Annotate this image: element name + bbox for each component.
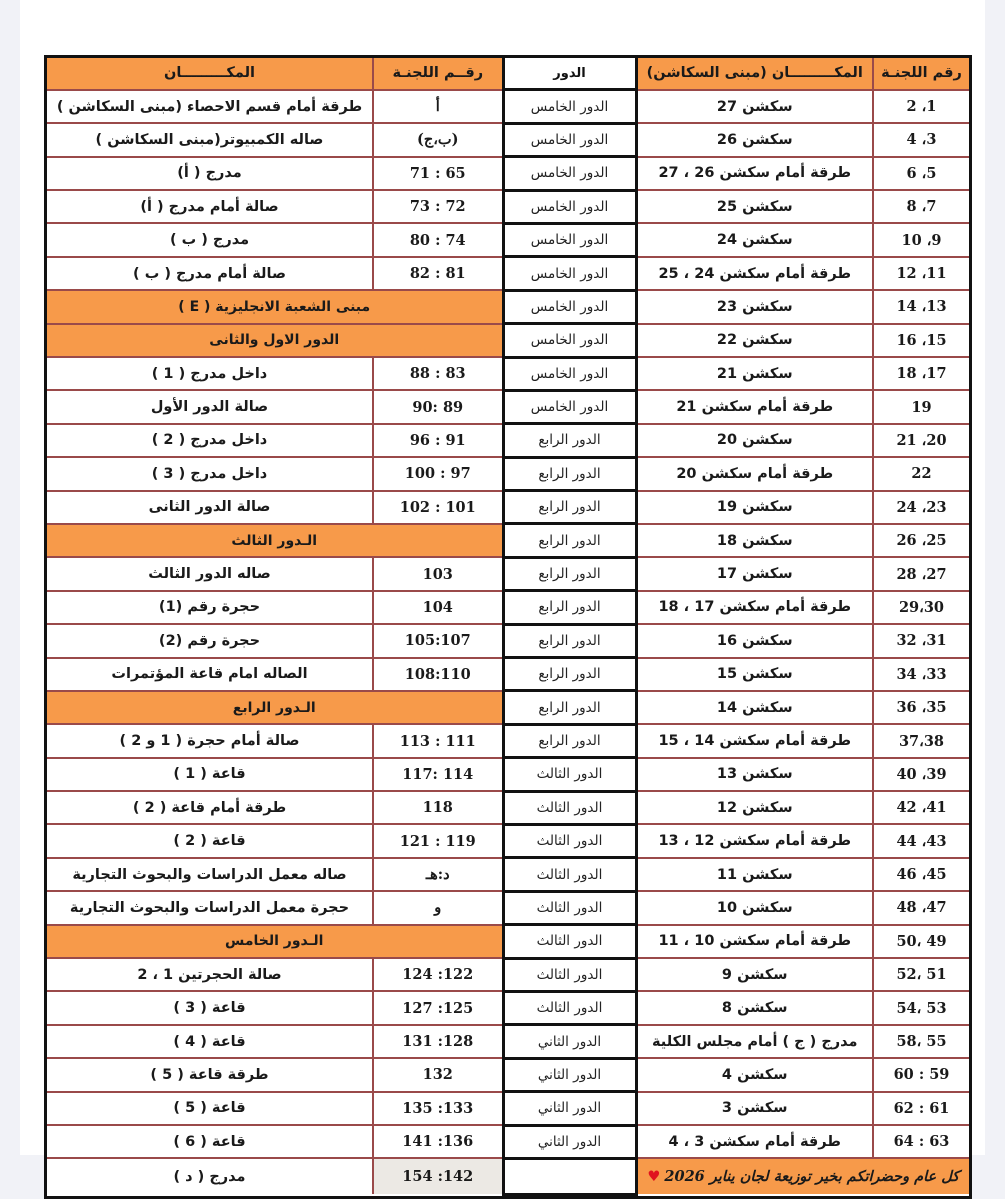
table-row [47,557,969,590]
table-row [47,858,969,891]
left-place-cell: قاعة ( 2 ) [47,824,373,857]
left-committee-cell: 74 : 80 [373,223,503,256]
left-place-cell: طرقة قاعة ( 5 ) [47,1058,373,1091]
right-committee-cell: 1، 2 [873,90,969,123]
left-committee-cell: 105:107 [373,624,503,657]
right-committee-cell: 5، 6 [873,157,969,190]
right-place-cell: سكشن 11 [636,858,873,891]
floor-cell: الدور الثالث [503,858,636,891]
right-place-cell: سكشن 14 [636,691,873,724]
header-left-committee: رقــم اللجنـة [373,58,503,90]
left-committee-cell: د:هـ [373,858,503,891]
left-committee-cell: 118 [373,791,503,824]
right-committee-cell: 33، 34 [873,658,969,691]
left-committee-cell: 142: 154 [373,1158,503,1194]
left-committee-cell: 65 : 71 [373,157,503,190]
table-row [47,257,969,290]
floor-cell: الدور الخامس [503,190,636,223]
right-committee-cell: 17، 18 [873,357,969,390]
footer-greeting-text: كل عام وحضراتكم بخير توزيعة لجان يناير 2026 [664,1168,960,1186]
left-committee-cell: 136: 141 [373,1125,503,1158]
right-place-cell: سكشن 15 [636,658,873,691]
table-row [47,1025,969,1058]
right-place-cell: سكشن 23 [636,290,873,323]
left-committee-cell: 111 : 113 [373,724,503,757]
table-row [47,658,969,691]
section-heading: الـدور الخامس [47,925,503,958]
floor-cell: الدور الثالث [503,925,636,958]
table-row [47,824,969,857]
floor-cell: الدور الثالث [503,824,636,857]
left-place-cell: صالة الحجرتين 1 ، 2 [47,958,373,991]
left-place-cell: صالة أمام مدرج ( أ) [47,190,373,223]
floor-cell: الدور الخامس [503,357,636,390]
right-committee-cell: 15، 16 [873,324,969,357]
left-committee-cell: 125: 127 [373,991,503,1024]
right-place-cell: طرقة أمام سكشن 14 ، 15 [636,724,873,757]
right-committee-cell: 43، 44 [873,824,969,857]
left-place-cell: حجرة رقم (1) [47,591,373,624]
right-place-cell: طرقة أمام سكشن 21 [636,390,873,423]
header-floor: الدور [503,58,636,90]
left-committee-cell: 81 : 82 [373,257,503,290]
left-place-cell: داخل مدرج ( 1 ) [47,357,373,390]
left-committee-cell: 101 : 102 [373,491,503,524]
table-row [47,991,969,1024]
right-place-cell: سكشن 4 [636,1058,873,1091]
table-row [47,223,969,256]
left-committee-cell: و [373,891,503,924]
right-place-cell: طرقة أمام سكشن 12 ، 13 [636,824,873,857]
table-row [47,123,969,156]
left-place-cell: مدرج ( أ) [47,157,373,190]
left-place-cell: داخل مدرج ( 2 ) [47,424,373,457]
floor-cell: الدور الخامس [503,290,636,323]
right-committee-cell: 31، 32 [873,624,969,657]
left-place-cell: صالة الدور الثانى [47,491,373,524]
footer-greeting [636,1158,969,1194]
table-row [47,1125,969,1158]
left-committee-cell: أ [373,90,503,123]
right-place-cell: طرقة أمام سكشن 26 ، 27 [636,157,873,190]
floor-cell: الدور الثالث [503,958,636,991]
table-row [47,591,969,624]
left-place-cell: حجرة رقم (2) [47,624,373,657]
left-place-cell: صالة الدور الأول [47,390,373,423]
floor-cell: الدور الرابع [503,491,636,524]
table-row [47,758,969,791]
right-committee-cell: 9، 10 [873,223,969,256]
left-committee-cell: 103 [373,557,503,590]
table-row [47,324,969,357]
left-committee-cell: 97 : 100 [373,457,503,490]
floor-cell: الدور الخامس [503,223,636,256]
floor-cell: الدور الرابع [503,524,636,557]
left-place-cell: حجرة معمل الدراسات والبحوث التجارية [47,891,373,924]
right-place-cell: سكشن 9 [636,958,873,991]
right-committee-cell: 35، 36 [873,691,969,724]
right-place-cell: سكشن 25 [636,190,873,223]
right-place-cell: سكشن 21 [636,357,873,390]
right-place-cell: سكشن 17 [636,557,873,590]
right-committee-cell: 19 [873,390,969,423]
right-committee-cell: 11، 12 [873,257,969,290]
table-row [47,724,969,757]
left-place-cell: طرقة أمام قاعة ( 2 ) [47,791,373,824]
right-place-cell: طرقة أمام سكشن 17 ، 18 [636,591,873,624]
left-committee-cell: 122: 124 [373,958,503,991]
floor-cell: الدور الرابع [503,557,636,590]
left-committee-cell: 133: 135 [373,1092,503,1125]
section-heading: مبنى الشعبة الانجليزية ( E ) [47,290,503,323]
floor-cell: الدور الخامس [503,123,636,156]
right-place-cell: سكشن 24 [636,223,873,256]
table-row [47,157,969,190]
table-row [47,190,969,223]
floor-cell [503,1158,636,1194]
right-committee-cell: 37،38 [873,724,969,757]
right-committee-cell: 39، 40 [873,758,969,791]
right-committee-cell: 45، 46 [873,858,969,891]
right-committee-cell: 20، 21 [873,424,969,457]
right-place-cell: سكشن 8 [636,991,873,1024]
table-row [47,90,969,123]
header-right-place: المكـــــــــان (مبنى السكاشن) [636,58,873,90]
right-committee-cell: 53 ،54 [873,991,969,1024]
left-place-cell: قاعة ( 1 ) [47,758,373,791]
table-row [47,357,969,390]
right-place-cell: سكشن 3 [636,1092,873,1125]
table-row [47,1158,969,1194]
right-place-cell: سكشن 18 [636,524,873,557]
right-place-cell: سكشن 27 [636,90,873,123]
left-place-cell: قاعة ( 5 ) [47,1092,373,1125]
right-place-cell: سكشن 13 [636,758,873,791]
floor-cell: الدور الرابع [503,591,636,624]
section-heading: الـدور الثالث [47,524,503,557]
left-committee-cell: 132 [373,1058,503,1091]
left-committee-cell: 83 : 88 [373,357,503,390]
table-row [47,925,969,958]
table-row [47,791,969,824]
table-grid [47,58,969,1196]
left-committee-cell: 128: 131 [373,1025,503,1058]
table-row [47,524,969,557]
left-place-cell: صالة أمام مدرج ( ب ) [47,257,373,290]
floor-cell: الدور الثالث [503,891,636,924]
right-committee-cell: 41، 42 [873,791,969,824]
right-place-cell: سكشن 22 [636,324,873,357]
right-place-cell: طرقة أمام سكشن 10 ، 11 [636,925,873,958]
right-committee-cell: 22 [873,457,969,490]
right-place-cell: مدرج ( ج ) أمام مجلس الكلية [636,1025,873,1058]
floor-cell: الدور الرابع [503,691,636,724]
floor-cell: الدور الرابع [503,624,636,657]
right-place-cell: سكشن 20 [636,424,873,457]
table-row [47,1092,969,1125]
right-committee-cell: 59 : 60 [873,1058,969,1091]
left-committee-cell: 114 :117 [373,758,503,791]
right-place-cell: سكشن 10 [636,891,873,924]
left-place-cell: صالة أمام حجرة ( 1 و 2 ) [47,724,373,757]
floor-cell: الدور الرابع [503,724,636,757]
floor-cell: الدور الثاني [503,1125,636,1158]
left-place-cell: صاله الكمبيوتر(مبنى السكاشن ) [47,123,373,156]
right-place-cell: طرقة أمام سكشن 24 ، 25 [636,257,873,290]
left-place-cell: داخل مدرج ( 3 ) [47,457,373,490]
left-place-cell: صاله معمل الدراسات والبحوث التجارية [47,858,373,891]
right-committee-cell: 25، 26 [873,524,969,557]
table-row [47,457,969,490]
right-committee-cell: 3، 4 [873,123,969,156]
left-committee-cell: 72 : 73 [373,190,503,223]
section-heading: الـدور الرابع [47,691,503,724]
right-committee-cell: 29،30 [873,591,969,624]
right-committee-cell: 51 ،52 [873,958,969,991]
left-place-cell: طرقة أمام قسم الاحصاء (مبنى السكاشن ) [47,90,373,123]
header-right-committee: رقم اللجنـة [873,58,969,90]
floor-cell: الدور الخامس [503,257,636,290]
header-left-place: المكـــــــــان [47,58,373,90]
left-committee-cell: 91 : 96 [373,424,503,457]
left-place-cell: قاعة ( 3 ) [47,991,373,1024]
table-row [47,390,969,423]
table-row [47,691,969,724]
floor-cell: الدور الثاني [503,1025,636,1058]
right-committee-cell: 27، 28 [873,557,969,590]
left-place-cell: مدرج ( ب ) [47,223,373,256]
left-committee-cell: 89 :90 [373,390,503,423]
right-committee-cell: 61 : 62 [873,1092,969,1125]
right-committee-cell: 63 : 64 [873,1125,969,1158]
left-committee-cell: 108:110 [373,658,503,691]
table-row [47,424,969,457]
left-committee-cell: 104 [373,591,503,624]
floor-cell: الدور الرابع [503,658,636,691]
floor-cell: الدور الثالث [503,758,636,791]
left-committee-cell: 119 : 121 [373,824,503,857]
table-row [47,491,969,524]
floor-cell: الدور الخامس [503,157,636,190]
floor-cell: الدور الرابع [503,424,636,457]
left-place-cell: قاعة ( 4 ) [47,1025,373,1058]
right-place-cell: سكشن 19 [636,491,873,524]
floor-cell: الدور الثاني [503,1092,636,1125]
floor-cell: الدور الخامس [503,324,636,357]
right-committee-cell: 49 ،50 [873,925,969,958]
left-committee-cell: (ب،ج) [373,123,503,156]
right-place-cell: طرقة أمام سكشن 3 ، 4 [636,1125,873,1158]
floor-cell: الدور الثاني [503,1058,636,1091]
floor-cell: الدور الخامس [503,390,636,423]
left-place-cell: صاله الدور الثالث [47,557,373,590]
right-committee-cell: 47، 48 [873,891,969,924]
section-heading: الدور الاول والثانى [47,324,503,357]
right-committee-cell: 7، 8 [873,190,969,223]
committee-distribution-table [44,55,972,1199]
right-place-cell: سكشن 26 [636,123,873,156]
right-place-cell: سكشن 12 [636,791,873,824]
table-row [47,1058,969,1091]
heart-icon: ♥ [647,1168,661,1186]
table-row [47,958,969,991]
left-place-cell: قاعة ( 6 ) [47,1125,373,1158]
floor-cell: الدور الرابع [503,457,636,490]
table-row [47,891,969,924]
floor-cell: الدور الخامس [503,90,636,123]
right-committee-cell: 13، 14 [873,290,969,323]
right-committee-cell: 55 ،58 [873,1025,969,1058]
left-place-cell: الصاله امام قاعة المؤتمرات [47,658,373,691]
right-place-cell: سكشن 16 [636,624,873,657]
floor-cell: الدور الثالث [503,791,636,824]
right-committee-cell: 23، 24 [873,491,969,524]
table-row [47,290,969,323]
left-place-cell: مدرج ( د ) [47,1158,373,1194]
floor-cell: الدور الثالث [503,991,636,1024]
table-header-row [47,58,969,90]
right-place-cell: طرقة أمام سكشن 20 [636,457,873,490]
table-row [47,624,969,657]
